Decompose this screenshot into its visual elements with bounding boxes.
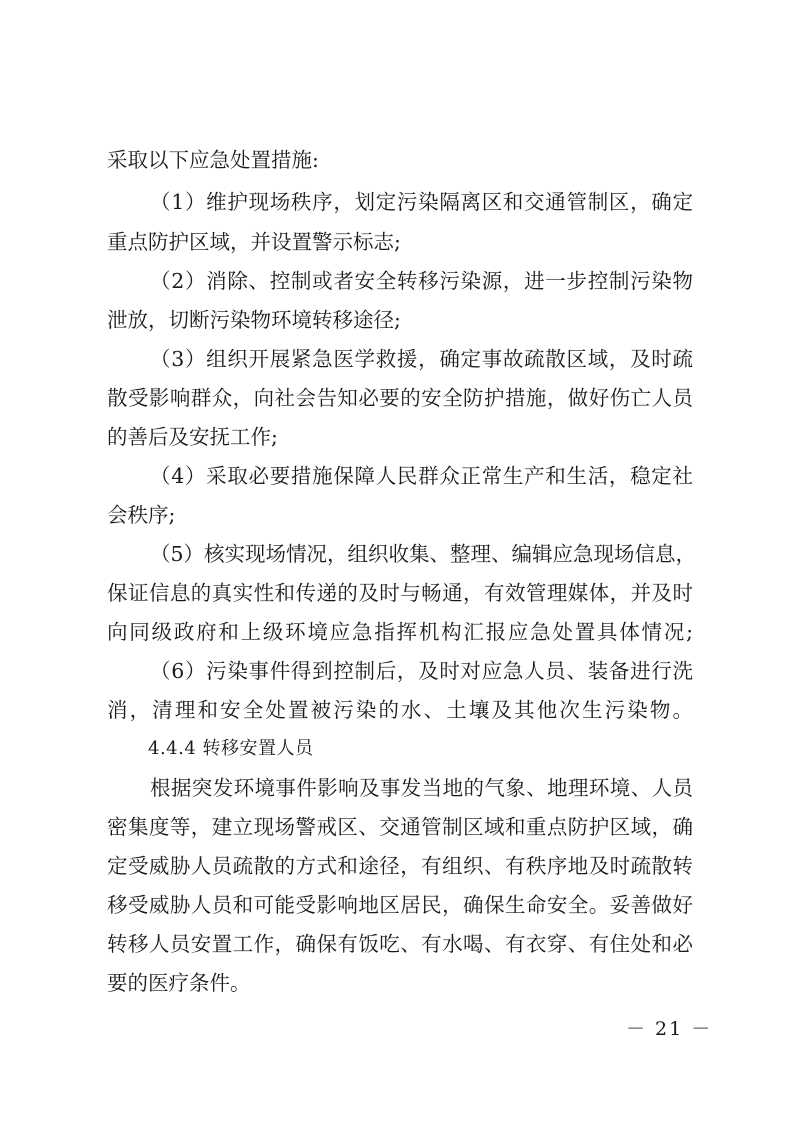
paragraph-line-6: 要的医疗条件。 [107,971,251,995]
section-heading: 4.4.4 转移安置人员 [148,738,314,759]
paragraph-line-2: 密集度等，建立现场警戒区、交通管制区域和重点防护区域，确 [107,815,693,839]
paragraph-line-4: 移受威胁人员和可能受影响地区居民，确保生命安全。妥善做好 [107,893,693,917]
list-item-3-line-2: 散受影响群众，向社会告知必要的安全防护措施，做好伤亡人员 [107,386,693,410]
paragraph-line-3: 定受威胁人员疏散的方式和途径，有组织、有秩序地及时疏散转 [107,854,693,878]
list-item-5-line-2: 保证信息的真实性和传递的及时与畅通，有效管理媒体，并及时 [107,581,693,605]
list-item-6-line-2: 消，清理和安全处置被污染的水、土壤及其他次生污染物。 [107,698,693,722]
text-line-1: 采取以下应急处置措施: [107,148,319,172]
paragraph-line-5: 转移人员安置工作，确保有饭吃、有水喝、有衣穿、有住处和必 [107,932,693,956]
list-item-1-line-1: （1）维护现场秩序，划定污染隔离区和交通管制区，确定 [150,190,693,214]
list-item-1-line-2: 重点防护区域，并设置警示标志; [107,230,401,254]
list-item-6-line-1: （6）污染事件得到控制后，及时对应急人员、装备进行洗 [150,659,693,683]
list-item-2-line-1: （2）消除、控制或者安全转移污染源，进一步控制污染物 [150,269,693,293]
paragraph-line-1: 根据突发环境事件影响及事发当地的气象、地理环境、人员 [150,776,693,800]
list-item-3-line-1: （3）组织开展紧急医学救援，确定事故疏散区域，及时疏 [150,347,693,371]
list-item-5-line-3: 向同级政府和上级环境应急指挥机构汇报应急处置具体情况; [107,620,693,644]
list-item-5-line-1: （5）核实现场情况，组织收集、整理、编辑应急现场信息， [150,542,697,566]
list-item-4-line-2: 会秩序; [107,503,176,527]
list-item-3-line-3: 的善后及安抚工作; [107,425,278,449]
list-item-4-line-1: （4）采取必要措施保障人民群众正常生产和生活，稳定社 [150,464,693,488]
page-number: － 21 － [626,1018,713,1040]
list-item-2-line-2: 泄放，切断污染物环境转移途径; [107,308,401,332]
